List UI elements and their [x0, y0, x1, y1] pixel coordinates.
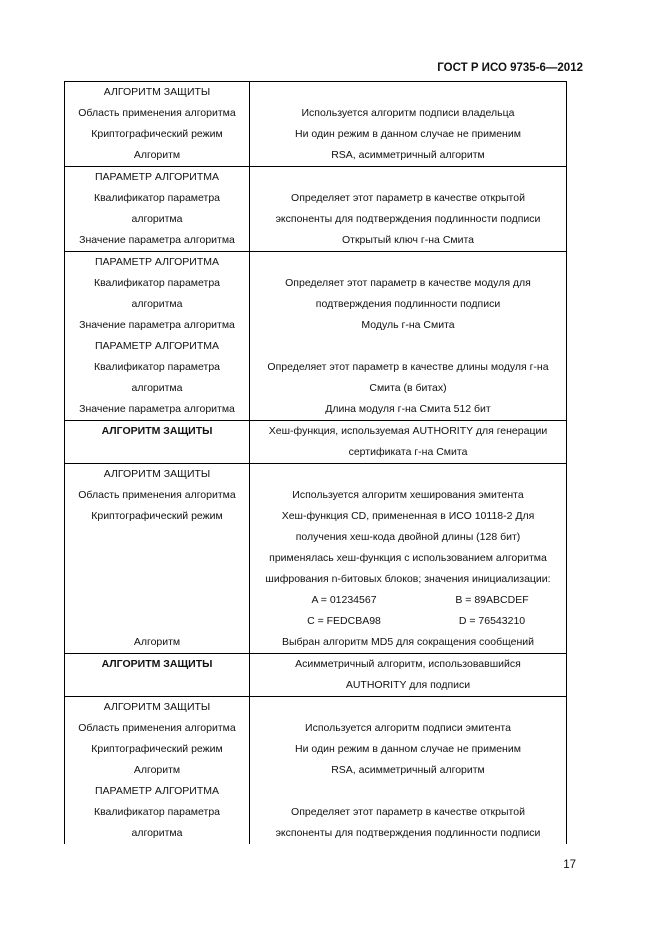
table-row [65, 421, 567, 464]
field-name-line: алгоритма [131, 827, 183, 839]
table-row [65, 464, 567, 654]
field-name-line: Алгоритм [133, 636, 181, 648]
field-name-line: Квалификатор параметра [93, 192, 221, 204]
field-value-line: подтверждения подлинности подписи [315, 298, 501, 310]
field-name-line: ПАРАМЕТР АЛГОРИТМА [94, 785, 220, 797]
field-name-line [65, 611, 249, 632]
init-value: A = 01234567 [311, 594, 377, 606]
field-value-line [250, 781, 566, 802]
field-value-line: Определяет этот параметр в качестве длины модуля г-на [267, 361, 549, 373]
field-value-cell [250, 82, 567, 167]
field-value-line [250, 697, 566, 718]
field-name-cell [65, 464, 250, 654]
field-name-line: Значение параметра алгоритма [79, 403, 235, 415]
field-name-line: Алгоритм [133, 764, 181, 776]
field-name-line [65, 442, 249, 463]
field-name-line: алгоритма [131, 213, 183, 225]
field-name-line: АЛГОРИТМ ЗАЩИТЫ [101, 658, 213, 670]
field-name-line: Алгоритм [133, 149, 181, 161]
field-value-line [250, 336, 566, 357]
init-value: D = 76543210 [458, 615, 526, 627]
field-name-cell [65, 167, 250, 252]
field-value-line: Ни один режим в данном случае не применим [295, 128, 521, 140]
field-value-line: Длина модуля г-на Смита 512 бит [325, 403, 491, 415]
field-name-line: Квалификатор параметра [93, 277, 221, 289]
field-value-line: Хеш-функция, используемая AUTHORITY для генерации [268, 425, 548, 437]
field-value-line: шифрования n-битовых блоков; значения инициализации: [265, 573, 551, 585]
table-row [65, 654, 567, 697]
document-standard-header: ГОСТ Р ИСО 9735-6—2012 [437, 62, 583, 74]
field-name-line: Область применения алгоритма [78, 489, 236, 501]
field-name-line: Область применения алгоритма [78, 722, 236, 734]
field-value-line: Хеш-функция CD, примененная в ИСО 10118-2 Для [281, 510, 535, 522]
field-name-line: АЛГОРИТМ ЗАЩИТЫ [103, 468, 211, 480]
field-name-line: АЛГОРИТМ ЗАЩИТЫ [103, 86, 211, 98]
field-value-line: Асимметричный алгоритм, использовавшийся [295, 658, 521, 670]
field-value-line: Определяет этот параметр в качестве открытой [291, 806, 525, 818]
field-value-line: RSA, асимметричный алгоритм [331, 149, 485, 161]
table-row [65, 252, 567, 421]
field-name-cell [65, 82, 250, 167]
table-row [65, 82, 567, 167]
init-values-line [250, 611, 566, 632]
field-name-line [65, 527, 249, 548]
field-name-line: алгоритма [131, 298, 183, 310]
field-value-cell [250, 464, 567, 654]
field-name-line: Криптографический режим [91, 743, 223, 755]
page-number: 17 [563, 859, 576, 871]
field-name-line: Значение параметра алгоритма [79, 234, 235, 246]
field-value-cell [250, 697, 567, 845]
field-value-line: AUTHORITY для подписи [345, 679, 471, 691]
field-value-line: Открытый ключ г-на Смита [341, 234, 475, 246]
field-name-line: Область применения алгоритма [78, 107, 236, 119]
field-value-line [250, 252, 566, 273]
field-name-line: Значение параметра алгоритма [79, 319, 235, 331]
field-value-line: Используется алгоритм подписи владельца [301, 107, 515, 119]
field-name-cell [65, 697, 250, 845]
field-name-line: АЛГОРИТМ ЗАЩИТЫ [101, 425, 213, 437]
field-value-line: Определяет этот параметр в качестве модуля для [285, 277, 531, 289]
field-name-line: Криптографический режим [91, 510, 223, 522]
field-value-line: Смита (в битах) [369, 382, 447, 394]
table-row [65, 697, 567, 845]
field-name-line: ПАРАМЕТР АЛГОРИТМА [94, 256, 220, 268]
init-value: B = 89ABCDEF [455, 594, 529, 606]
field-value-line: экспоненты для подтверждения подлинности подписи [275, 213, 541, 225]
field-value-line: Ни один режим в данном случае не применим [295, 743, 521, 755]
field-value-line [250, 167, 566, 188]
field-name-line [65, 548, 249, 569]
field-name-line: Квалификатор параметра [93, 806, 221, 818]
field-value-line: Выбран алгоритм MD5 для сокращения сообщений [281, 636, 534, 648]
field-name-line [65, 675, 249, 696]
field-name-line: Криптографический режим [91, 128, 223, 140]
field-value-cell [250, 252, 567, 421]
field-value-cell [250, 654, 567, 697]
field-value-line: применялась хеш-функция с использованием алгоритма [269, 552, 547, 564]
field-name-line [65, 569, 249, 590]
field-value-line [250, 464, 566, 485]
field-name-line: Квалификатор параметра [93, 361, 221, 373]
field-value-line: сертификата г-на Смита [348, 446, 468, 458]
init-value: C = FEDCBA98 [307, 615, 381, 627]
field-value-line: Используется алгоритм подписи эмитента [305, 722, 511, 734]
field-name-cell [65, 252, 250, 421]
field-name-line [65, 590, 249, 611]
field-value-line [250, 82, 566, 103]
field-name-line: ПАРАМЕТР АЛГОРИТМА [94, 340, 220, 352]
field-name-cell [65, 421, 250, 464]
field-value-line: Модуль г-на Смита [361, 319, 455, 331]
field-value-cell [250, 421, 567, 464]
field-value-line: Определяет этот параметр в качестве открытой [291, 192, 525, 204]
table-row [65, 167, 567, 252]
init-values-line [250, 590, 566, 611]
field-value-line: получения хеш-кода двойной длины (128 бит) [295, 531, 521, 543]
field-value-line: RSA, асимметричный алгоритм [331, 764, 485, 776]
field-value-cell [250, 167, 567, 252]
field-value-line: Используется алгоритм хеширования эмитента [292, 489, 524, 501]
security-algorithm-table [64, 81, 567, 844]
field-name-cell [65, 654, 250, 697]
field-name-line: ПАРАМЕТР АЛГОРИТМА [94, 171, 220, 183]
field-name-line: алгоритма [131, 382, 183, 394]
field-name-line: АЛГОРИТМ ЗАЩИТЫ [103, 701, 211, 713]
field-value-line: экспоненты для подтверждения подлинности подписи [275, 827, 541, 839]
